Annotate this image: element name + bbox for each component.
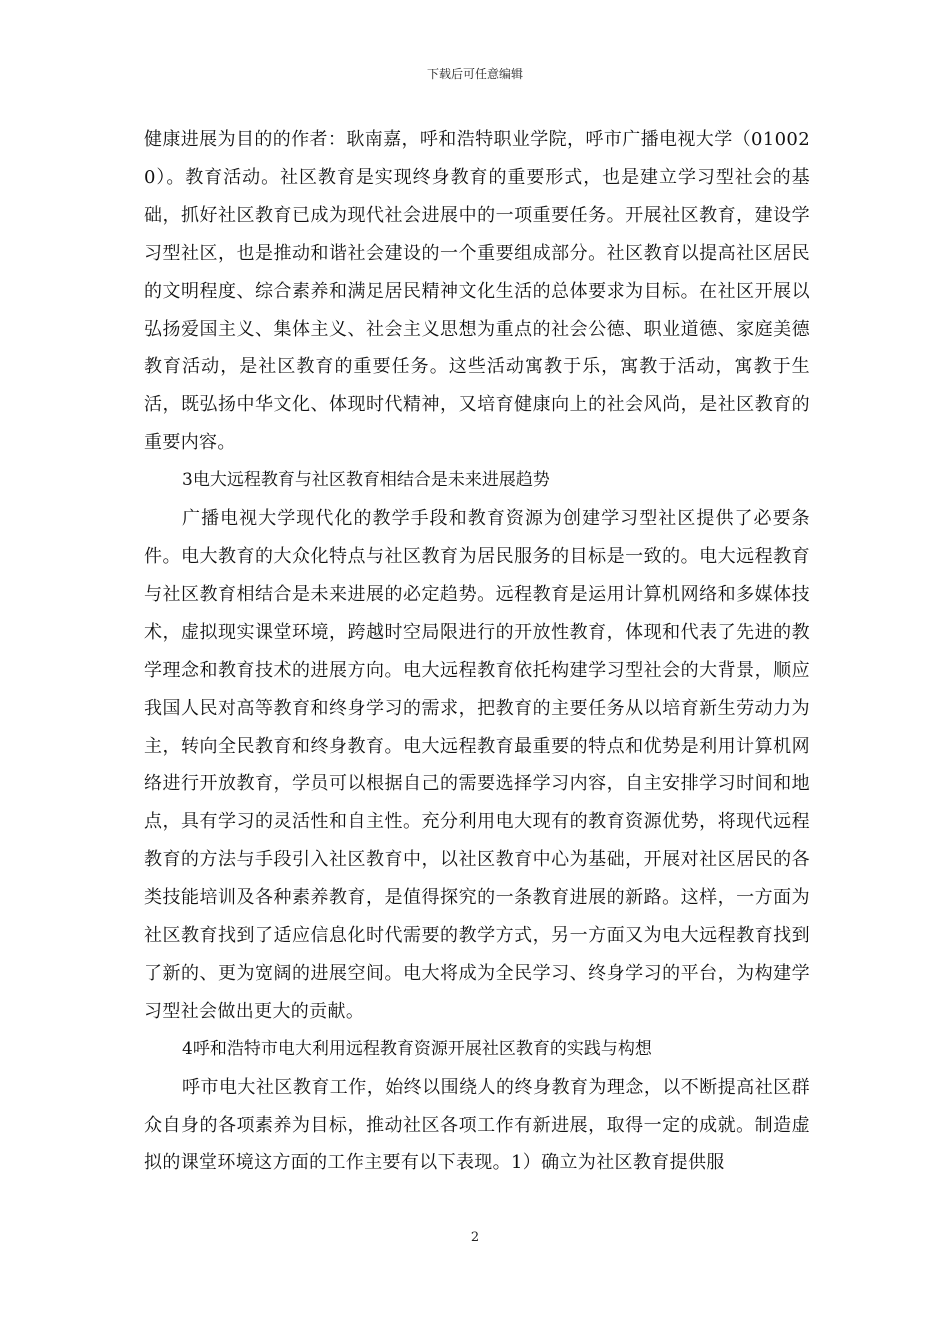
body-paragraph-1: 健康进展为目的的作者：耿南嘉，呼和浩特职业学院，呼市广播电视大学（010020）。教育活动。社区教育是实现终身教育的重要形式，也是建立学习型社会的基础，抓好社区教育已成为现代社会进展中的一项重要任务。开展社区教育，建设学习型社区，也是推动和谐社会建设的一个重要组成部分。社区教育以提高社区居民的文明程度、综合素养和满足居民精神文化生活的总体要求为目标。在社区开展以弘扬爱国主义、集体主义、社会主义思想为重点的社会公德、职业道德、家庭美德教育活动，是社区教育的重要任务。这些活动寓教于乐，寓教于活动，寓教于生活，既弘扬中华文化、体现时代精神，又培育健康向上的社会风尚，是社区教育的重要内容。 — [144, 129, 810, 454]
page-header: 下载后可任意编辑 — [426, 67, 523, 81]
body-paragraph-3: 呼市电大社区教育工作，始终以围绕人的终身教育为理念，以不断提高社区群众自身的各项素养为目标，推动社区各项工作有新进展，取得一定的成就。制造虚拟的课堂环境这方面的工作主要有以下表现。1）确立为社区教育提供服 — [144, 1076, 810, 1174]
document-body — [144, 121, 810, 1182]
body-paragraph-2: 广播电视大学现代化的教学手段和教育资源为创建学习型社区提供了必要条件。电大教育的大众化特点与社区教育为居民服务的目标是一致的。电大远程教育与社区教育相结合是未来进展的必定趋势。远程教育是运用计算机网络和多媒体技术，虚拟现实课堂环境，跨越时空局限进行的开放性教育，体现和代表了先进的教学理念和教育技术的进展方向。电大远程教育依托构建学习型社会的大背景，顺应我国人民对高等教育和终身学习的需求，把教育的主要任务从以培育新生劳动力为主，转向全民教育和终身教育。电大远程教育最重要的特点和优势是利用计算机网络进行开放教育，学员可以根据自己的需要选择学习内容，自主安排学习时间和地点，具有学习的灵活性和自主性。充分利用电大现有的教育资源优势，将现代远程教育的方法与手段引入社区教育中，以社区教育中心为基础，开展对社区居民的各类技能培训及各种素养教育，是值得探究的一条教育进展的新路。这样，一方面为社区教育找到了适应信息化时代需要的教学方式，另一方面又为电大远程教育找到了新的、更为宽阔的进展空间。电大将成为全民学习、终身学习的平台，为构建学习型社会做出更大的贡献。 — [144, 508, 810, 1022]
section-heading-3: 3电大远程教育与社区教育相结合是未来进展趋势 — [182, 470, 550, 491]
section-heading-4: 4呼和浩特市电大利用远程教育资源开展社区教育的实践与构想 — [182, 1038, 652, 1059]
page-number: 2 — [470, 1230, 480, 1245]
